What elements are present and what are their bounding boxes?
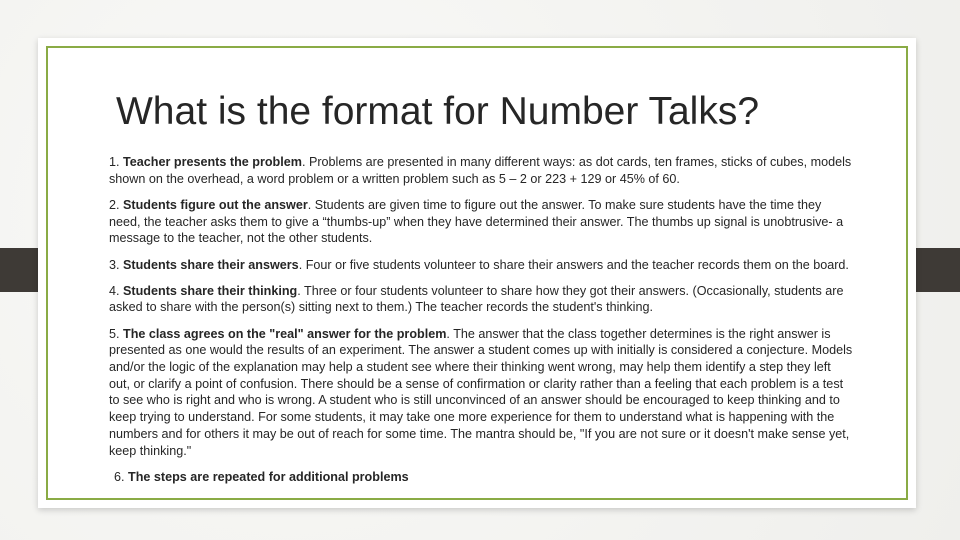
step-body: . Students are given time to figure out the answer. To make sure students have the time they need, the teacher asks them to give a “thumbs-up” when they have determined their answer. The thumbs up signal is unobtrusive- a message to the teacher, not the other students. — [109, 197, 844, 246]
step-body: . The answer that the class together determines is the right answer is presented as one would the results of an experiment. The answer a student comes up with initially is considered a conjecture. Models and/or the logic of the explanation may help a student see where their thinking went wrong, may help them identify a step they left out, or clarify a point of confusion. There should be a sense of confirmation or clarity rather than a feeling that each problem is a test to see who is right and who is wrong. A student who is still unconvinced of an answer should be encouraged to keep thinking and to keep trying to understand. For some students, it may take one more experience for them to understand what is happening with the numbers and for others it may be out of reach for some time. The mantra should be, "If you are not sure or it doesn't make sense yet, keep thinking." — [109, 326, 853, 458]
step-body: . Problems are presented in many different ways: as dot cards, ten frames, sticks of cubes, models shown on the overhead, a word problem or a written problem such as 5 – 2 or 223 + 129 or 45% of 60. — [109, 155, 852, 186]
step-heading: Students figure out the answer — [123, 197, 308, 212]
step-heading: Teacher presents the problem — [123, 155, 302, 169]
step-number: 6. — [114, 469, 129, 484]
step-heading: Students share their answers — [123, 257, 299, 272]
step-heading: The steps are repeated for additional problems — [128, 469, 409, 484]
step-heading: The class agrees on the "real" answer for the problem — [123, 326, 447, 341]
step-number: 1. — [109, 155, 124, 169]
step-3 — [109, 257, 853, 274]
step-number: 3. — [109, 257, 124, 272]
slide-title: What is the format for Number Talks? — [116, 90, 760, 133]
step-2 — [109, 197, 853, 247]
step-body: . Four or five students volunteer to share their answers and the teacher records them on the board. — [298, 257, 849, 272]
steps-list — [109, 154, 853, 495]
step-number: 2. — [109, 197, 124, 212]
step-5 — [109, 326, 853, 460]
step-1 — [109, 154, 853, 187]
step-number: 4. — [109, 283, 124, 298]
step-6 — [109, 469, 853, 486]
step-body: . Three or four students volunteer to share how they got their answers. (Occasionally, students are asked to share with the person(s) sitting next to them.) The teacher records the student's thinking. — [109, 283, 844, 315]
step-4 — [109, 283, 853, 316]
step-heading: Students share their thinking — [123, 283, 298, 298]
step-number: 5. — [109, 326, 124, 341]
